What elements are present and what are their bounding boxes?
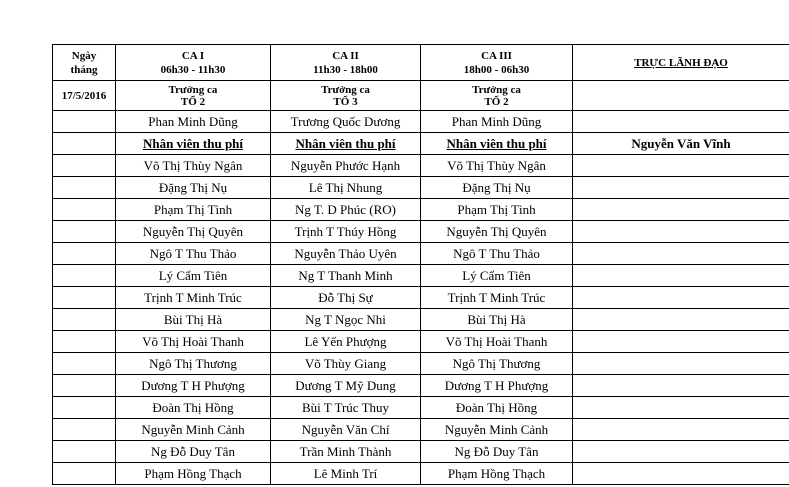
- staff-row: [53, 375, 789, 397]
- date-label-line2: tháng: [70, 63, 98, 76]
- leader-empty-cell: [573, 155, 789, 177]
- leader-empty-cell: [573, 397, 789, 419]
- empty-date-cell: [53, 441, 116, 463]
- staff-name-shift-1: Bùi Thị Hà: [116, 309, 271, 331]
- empty-date-cell: [53, 353, 116, 375]
- empty-date-cell: [53, 331, 116, 353]
- leader-empty-cell: [573, 199, 789, 221]
- leader-empty-cell: [573, 177, 789, 199]
- staff-row: [53, 441, 789, 463]
- staff-name-shift-2: Ng T. D Phúc (RO): [271, 199, 421, 221]
- staff-name-shift-3: Phạm Hồng Thạch: [421, 463, 573, 485]
- leader-empty-cell: [573, 419, 789, 441]
- team-cell-3: [421, 81, 573, 111]
- staff-name-shift-3: Ngô T Thu Thảo: [421, 243, 573, 265]
- chief-cell-2: Trương Quốc Dương: [271, 111, 421, 133]
- leader-empty-cell: [573, 375, 789, 397]
- staff-name-shift-1: Đặng Thị Nụ: [116, 177, 271, 199]
- staff-name-shift-3: Trịnh T Minh Trúc: [421, 287, 573, 309]
- shift-1-header: [116, 45, 271, 81]
- staff-name-shift-1: Nguyễn Thị Quyên: [116, 221, 271, 243]
- staff-label-3: Nhân viên thu phí: [421, 133, 573, 155]
- staff-name-shift-2: Nguyễn Phước Hạnh: [271, 155, 421, 177]
- empty-date-cell: [53, 419, 116, 441]
- staff-name-shift-2: Lê Yến Phượng: [271, 331, 421, 353]
- staff-name-shift-3: Phạm Thị Tình: [421, 199, 573, 221]
- leader-header: TRỰC LÃNH ĐẠO: [573, 45, 789, 81]
- staff-name-shift-3: Võ Thị Thùy Ngân: [421, 155, 573, 177]
- staff-label-row: [53, 133, 789, 155]
- staff-row: [53, 287, 789, 309]
- staff-name-shift-2: Dương T Mỹ Dung: [271, 375, 421, 397]
- leader-empty-cell: [573, 265, 789, 287]
- empty-date-cell: [53, 397, 116, 419]
- staff-row: [53, 419, 789, 441]
- staff-name-shift-3: Nguyễn Thị Quyên: [421, 221, 573, 243]
- leader-empty-cell: [573, 243, 789, 265]
- team-3-team: TỔ 2: [484, 95, 509, 108]
- staff-row: [53, 397, 789, 419]
- staff-name-shift-1: Phạm Hồng Thạch: [116, 463, 271, 485]
- staff-name-shift-1: Võ Thị Hoài Thanh: [116, 331, 271, 353]
- staff-name-shift-3: Nguyễn Minh Cảnh: [421, 419, 573, 441]
- staff-row: [53, 353, 789, 375]
- empty-date-cell: [53, 155, 116, 177]
- staff-name-shift-3: Đặng Thị Nụ: [421, 177, 573, 199]
- staff-row: [53, 243, 789, 265]
- date-header: [53, 45, 116, 81]
- header-row: [53, 45, 789, 81]
- empty-date-cell: [53, 309, 116, 331]
- team-3-title: Trưởng ca: [472, 83, 521, 96]
- empty-date-cell: [53, 287, 116, 309]
- leader-empty-cell: [573, 463, 789, 485]
- shift-schedule-table: [52, 44, 789, 485]
- staff-name-shift-1: Võ Thị Thùy Ngân: [116, 155, 271, 177]
- leader-empty-cell: [573, 331, 789, 353]
- staff-row: [53, 221, 789, 243]
- staff-name-shift-2: Ng T Thanh Minh: [271, 265, 421, 287]
- team-cell-1: [116, 81, 271, 111]
- shift-2-time: 11h30 - 18h00: [313, 63, 378, 76]
- staff-name-shift-2: Lê Thị Nhung: [271, 177, 421, 199]
- staff-name-shift-3: Ngô Thị Thương: [421, 353, 573, 375]
- staff-row: [53, 155, 789, 177]
- team-1-team: TỔ 2: [180, 95, 206, 108]
- staff-name-shift-2: Đỗ Thị Sự: [271, 287, 421, 309]
- shift-1-name: CA I: [181, 49, 205, 62]
- staff-name-shift-3: Ng Đỗ Duy Tân: [421, 441, 573, 463]
- staff-name-shift-1: Dương T H Phượng: [116, 375, 271, 397]
- chief-cell-3: Phan Minh Dũng: [421, 111, 573, 133]
- leader-empty-cell: [573, 111, 789, 133]
- shift-3-name: CA III: [481, 49, 512, 62]
- team-1-title: Trưởng ca: [168, 83, 218, 96]
- team-row: [53, 81, 789, 111]
- leader-name: Nguyễn Văn Vĩnh: [573, 133, 789, 155]
- empty-date-cell: [53, 133, 116, 155]
- shift-3-time: 18h00 - 06h30: [463, 63, 530, 76]
- staff-row: [53, 265, 789, 287]
- staff-label-2: Nhân viên thu phí: [271, 133, 421, 155]
- leader-empty-cell: [573, 353, 789, 375]
- staff-name-shift-2: Nguyễn Thảo Uyên: [271, 243, 421, 265]
- staff-row: [53, 331, 789, 353]
- staff-name-shift-3: Bùi Thị Hà: [421, 309, 573, 331]
- staff-name-shift-2: Trịnh T Thúy Hồng: [271, 221, 421, 243]
- empty-date-cell: [53, 177, 116, 199]
- empty-date-cell: [53, 111, 116, 133]
- staff-row: [53, 177, 789, 199]
- empty-date-cell: [53, 463, 116, 485]
- leader-empty-cell: [573, 441, 789, 463]
- staff-name-shift-1: Ng Đỗ Duy Tân: [116, 441, 271, 463]
- leader-empty-cell: [573, 287, 789, 309]
- staff-name-shift-1: Đoàn Thị Hồng: [116, 397, 271, 419]
- staff-row: [53, 199, 789, 221]
- staff-name-shift-3: Dương T H Phượng: [421, 375, 573, 397]
- date-cell: 17/5/2016: [53, 81, 116, 111]
- team-2-team: TỔ 3: [333, 95, 358, 108]
- shift-2-header: [271, 45, 421, 81]
- staff-name-shift-1: Lý Cẩm Tiên: [116, 265, 271, 287]
- staff-name-shift-3: Lý Cẩm Tiên: [421, 265, 573, 287]
- staff-name-shift-1: Nguyễn Minh Cảnh: [116, 419, 271, 441]
- shift-2-name: CA II: [332, 49, 359, 62]
- shift-3-header: [421, 45, 573, 81]
- chief-cell-1: Phan Minh Dũng: [116, 111, 271, 133]
- staff-row: [53, 309, 789, 331]
- empty-date-cell: [53, 375, 116, 397]
- staff-row: [53, 463, 789, 485]
- staff-name-shift-1: Ngô T Thu Thảo: [116, 243, 271, 265]
- leader-empty-cell: [573, 81, 789, 111]
- staff-name-shift-2: Nguyễn Văn Chí: [271, 419, 421, 441]
- leader-empty-cell: [573, 309, 789, 331]
- empty-date-cell: [53, 199, 116, 221]
- staff-name-shift-3: Đoàn Thị Hồng: [421, 397, 573, 419]
- chief-row: [53, 111, 789, 133]
- staff-name-shift-3: Võ Thị Hoài Thanh: [421, 331, 573, 353]
- staff-name-shift-1: Ngô Thị Thương: [116, 353, 271, 375]
- empty-date-cell: [53, 243, 116, 265]
- date-label-line1: Ngày: [71, 49, 97, 62]
- shift-1-time: 06h30 - 11h30: [160, 63, 226, 76]
- staff-name-shift-1: Trịnh T Minh Trúc: [116, 287, 271, 309]
- staff-name-shift-2: Lê Minh Trí: [271, 463, 421, 485]
- staff-label-1: Nhân viên thu phí: [116, 133, 271, 155]
- staff-name-shift-2: Ng T Ngọc Nhi: [271, 309, 421, 331]
- empty-date-cell: [53, 221, 116, 243]
- team-cell-2: [271, 81, 421, 111]
- staff-name-shift-2: Bùi T Trúc Thuy: [271, 397, 421, 419]
- team-2-title: Trưởng ca: [321, 83, 370, 96]
- leader-empty-cell: [573, 221, 789, 243]
- empty-date-cell: [53, 265, 116, 287]
- staff-name-shift-2: Trần Minh Thành: [271, 441, 421, 463]
- staff-name-shift-2: Võ Thùy Giang: [271, 353, 421, 375]
- staff-name-shift-1: Phạm Thị Tình: [116, 199, 271, 221]
